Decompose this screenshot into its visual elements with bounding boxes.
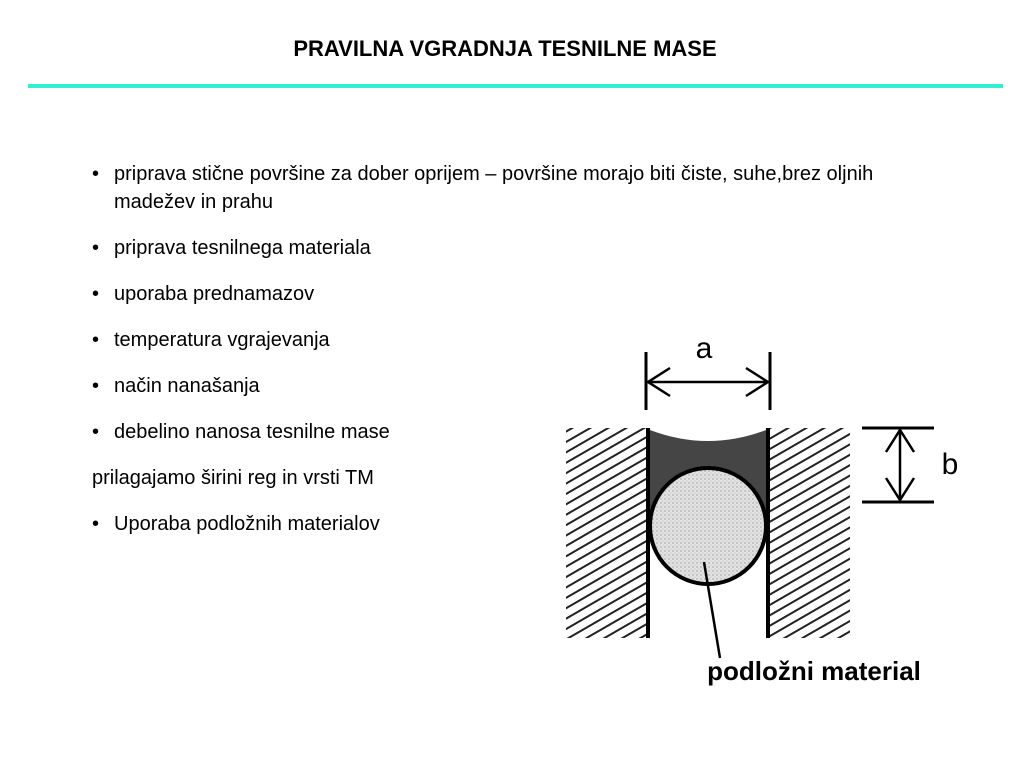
list-item-text: temperatura vgrajevanja [114, 329, 330, 351]
bullet-marker: • [92, 375, 100, 397]
bullet-marker: • [92, 513, 100, 535]
list-item-text: debelino nanosa tesnilne mase [114, 421, 390, 443]
backing-rod [650, 468, 766, 584]
right-substrate [768, 428, 850, 638]
list-item-text: priprava tesnilnega materiala [114, 237, 371, 259]
list-item-text: priprava stične površine za dober oprijem – površine morajo biti čiste, suhe,brez oljnih madežev in prahu [114, 163, 874, 213]
diagram-caption: podložni material [707, 656, 921, 686]
list-item [92, 160, 922, 216]
dimension-b-label: b [941, 448, 959, 481]
list-item-text: Uporaba podložnih materialov [114, 513, 380, 535]
list-item-text: način nanašanja [114, 375, 260, 397]
slide-title: PRAVILNA VGRADNJA TESNILNE MASE [293, 36, 717, 61]
bullet-marker: • [92, 283, 100, 305]
bullet-marker: • [92, 329, 100, 351]
list-item [92, 280, 922, 308]
bullet-marker: • [92, 421, 100, 443]
left-substrate [566, 428, 648, 638]
list-item [92, 234, 922, 262]
dimension-a-label: a [695, 332, 713, 365]
bullet-marker: • [92, 163, 100, 185]
continuation-line: prilagajamo širini reg in vrsti TM [92, 467, 374, 489]
title-divider [28, 84, 1003, 88]
bullet-marker: • [92, 237, 100, 259]
list-item-text: uporaba prednamazov [114, 283, 315, 305]
sealant-joint-diagram [560, 330, 980, 710]
